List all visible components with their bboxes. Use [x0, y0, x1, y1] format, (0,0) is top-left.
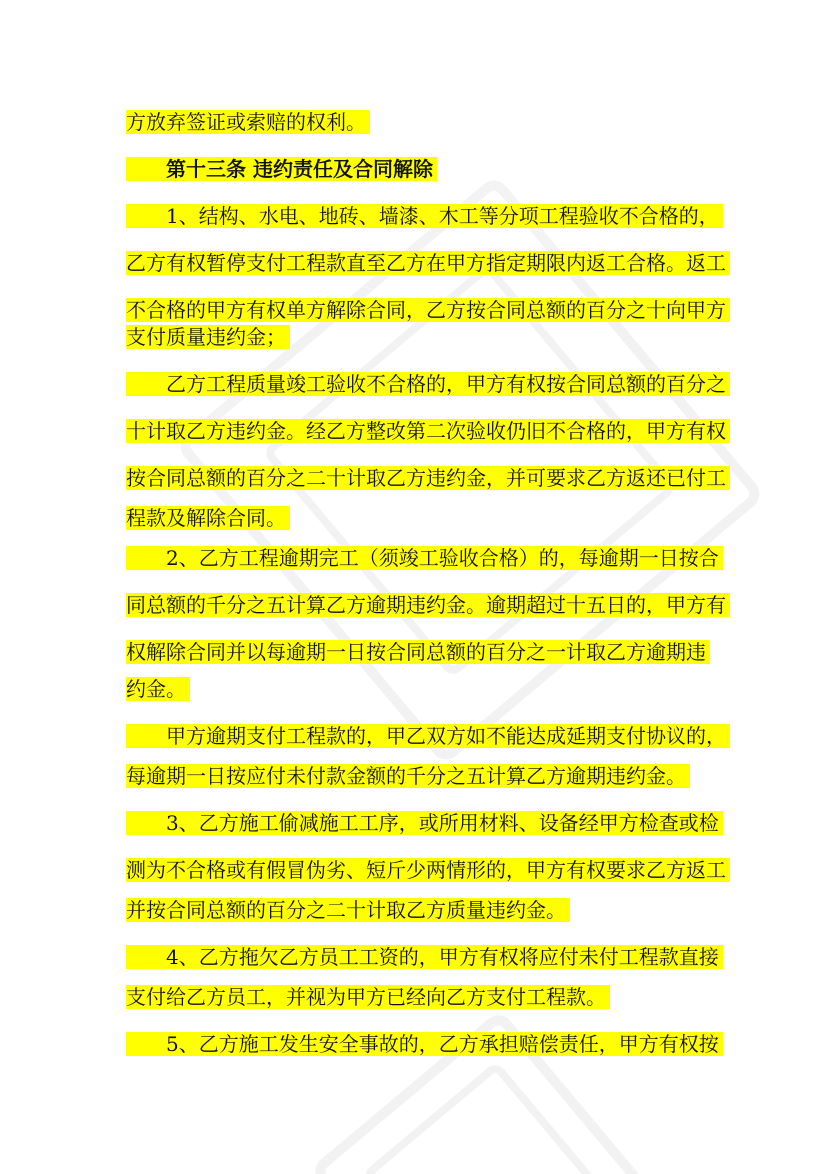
text-line [126, 501, 290, 535]
highlighted-text: 乙方有权暂停支付工程款直至乙方在甲方指定期限内返工合格。返工 [126, 251, 730, 275]
text-line [126, 414, 730, 448]
highlighted-text: 乙方工程质量竣工验收不合格的，甲方有权按合同总额的百分之 [126, 372, 730, 396]
highlighted-text: 并按合同总额的百分之二十计取乙方质量违约金。 [126, 898, 570, 922]
text-line [126, 672, 190, 706]
text-line [126, 1027, 723, 1061]
highlighted-text: 权解除合同并以每逾期一日按合同总额的百分之一计取乙方逾期违 [126, 640, 710, 664]
text-line [126, 320, 290, 354]
highlighted-text: 不合格的甲方有权单方解除合同，乙方按合同总额的百分之十向甲方 [126, 298, 730, 322]
text-line [126, 893, 570, 927]
highlighted-text: 按合同总额的百分之二十计取乙方违约金，并可要求乙方返还已付工 [126, 466, 730, 490]
text-line [126, 940, 723, 974]
highlighted-text: 支付质量违约金； [126, 325, 290, 349]
highlighted-text: 每逾期一日按应付未付款金额的千分之五计算乙方逾期违约金。 [126, 764, 690, 788]
highlighted-text: 程款及解除合同。 [126, 506, 290, 530]
text-line [126, 367, 730, 401]
text-line [126, 588, 730, 622]
text-line [126, 719, 730, 753]
section-heading [126, 152, 437, 186]
text-line [126, 853, 730, 887]
text-line [126, 980, 610, 1014]
highlighted-text: 支付给乙方员工，并视为甲方已经向乙方支付工程款。 [126, 985, 610, 1009]
text-line [126, 759, 690, 793]
text-line [126, 541, 723, 575]
text-line [126, 246, 730, 280]
highlighted-text: 甲方逾期支付工程款的，甲乙双方如不能达成延期支付协议的， [126, 724, 730, 748]
highlighted-text: 2、乙方工程逾期完工（须竣工验收合格）的，每逾期一日按合 [126, 546, 723, 570]
highlighted-text: 方放弃签证或索赔的权利。 [126, 110, 370, 134]
highlighted-text: 测为不合格或有假冒伪劣、短斤少两情形的，甲方有权要求乙方返工 [126, 858, 730, 882]
text-line [126, 806, 723, 840]
text-line [126, 105, 370, 139]
highlighted-text: 1、结构、水电、地砖、墙漆、木工等分项工程验收不合格的， [126, 204, 723, 228]
text-line [126, 461, 730, 495]
highlighted-text: 十计取乙方违约金。经乙方整改第二次验收仍旧不合格的，甲方有权 [126, 419, 730, 443]
highlighted-text: 3、乙方施工偷减施工工序，或所用材料、设备经甲方检查或检 [126, 811, 723, 835]
highlighted-text: 同总额的千分之五计算乙方逾期违约金。逾期超过十五日的，甲方有 [126, 593, 730, 617]
text-line [126, 635, 710, 669]
highlighted-text: 5、乙方施工发生安全事故的，乙方承担赔偿责任，甲方有权按 [126, 1032, 723, 1056]
text-line [126, 199, 723, 233]
highlighted-text: 约金。 [126, 677, 190, 701]
highlighted-text: 4、乙方拖欠乙方员工工资的，甲方有权将应付未付工程款直接 [126, 945, 723, 969]
heading-text: 第十三条 违约责任及合同解除 [126, 157, 437, 181]
